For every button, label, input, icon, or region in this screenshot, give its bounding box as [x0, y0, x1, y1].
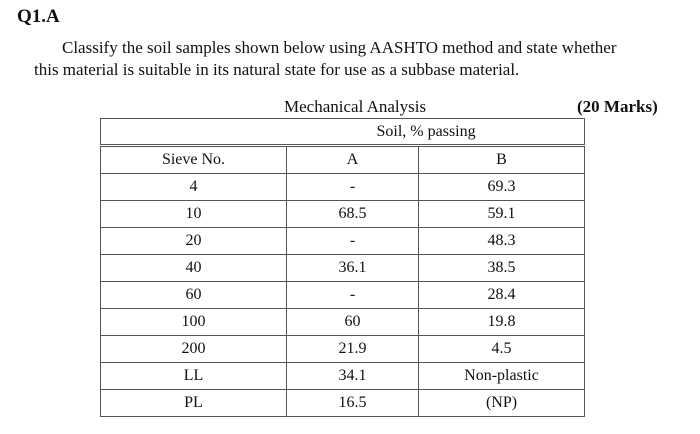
soil-a-cell: -	[287, 282, 419, 309]
table-row	[101, 336, 585, 363]
sieve-cell: 4	[101, 174, 287, 201]
column-header-sieve: Sieve No.	[101, 146, 287, 174]
group-header-cell	[287, 119, 585, 146]
sieve-cell: 60	[101, 282, 287, 309]
table-group-header-row	[101, 119, 585, 146]
soil-a-cell: -	[287, 228, 419, 255]
question-label: Q1.A	[17, 6, 60, 27]
soil-a-cell: 68.5	[287, 201, 419, 228]
table-row	[101, 174, 585, 201]
table-row	[101, 390, 585, 417]
soil-b-cell: 28.4	[419, 282, 585, 309]
column-header-a: A	[287, 146, 419, 174]
soil-b-cell: Non-plastic	[419, 363, 585, 390]
soil-b-cell: 48.3	[419, 228, 585, 255]
group-header-empty-cell	[101, 119, 287, 146]
sieve-cell: LL	[101, 363, 287, 390]
soil-a-cell: 36.1	[287, 255, 419, 282]
soil-b-cell: 19.8	[419, 309, 585, 336]
soil-b-cell: 69.3	[419, 174, 585, 201]
marks-label: (20 Marks)	[577, 97, 658, 116]
instruction-line-2: this material is suitable in its natural state for use as a subbase material.	[34, 60, 520, 79]
table-row	[101, 228, 585, 255]
soil-b-cell: 59.1	[419, 201, 585, 228]
mechanical-analysis-table	[100, 118, 585, 417]
table-row	[101, 309, 585, 336]
soil-a-cell: -	[287, 174, 419, 201]
sieve-cell: 200	[101, 336, 287, 363]
soil-b-cell: (NP)	[419, 390, 585, 417]
soil-a-cell: 21.9	[287, 336, 419, 363]
table-row	[101, 201, 585, 228]
table-title: Mechanical Analysis	[284, 97, 427, 116]
question-instruction	[34, 37, 684, 81]
column-header-b: B	[419, 146, 585, 174]
table-row	[101, 363, 585, 390]
soil-b-cell: 38.5	[419, 255, 585, 282]
sieve-cell: PL	[101, 390, 287, 417]
soil-a-cell: 16.5	[287, 390, 419, 417]
sieve-cell: 20	[101, 228, 287, 255]
sieve-cell: 100	[101, 309, 287, 336]
soil-a-cell: 60	[287, 309, 419, 336]
sieve-cell: 40	[101, 255, 287, 282]
instruction-line-1: Classify the soil samples shown below using AASHTO method and state whether	[62, 38, 617, 57]
soil-a-cell: 34.1	[287, 363, 419, 390]
soil-b-cell: 4.5	[419, 336, 585, 363]
table-row	[101, 282, 585, 309]
sieve-cell: 10	[101, 201, 287, 228]
table-header-row	[101, 146, 585, 174]
group-header-text: Soil, % passing	[376, 123, 476, 140]
table-row	[101, 255, 585, 282]
